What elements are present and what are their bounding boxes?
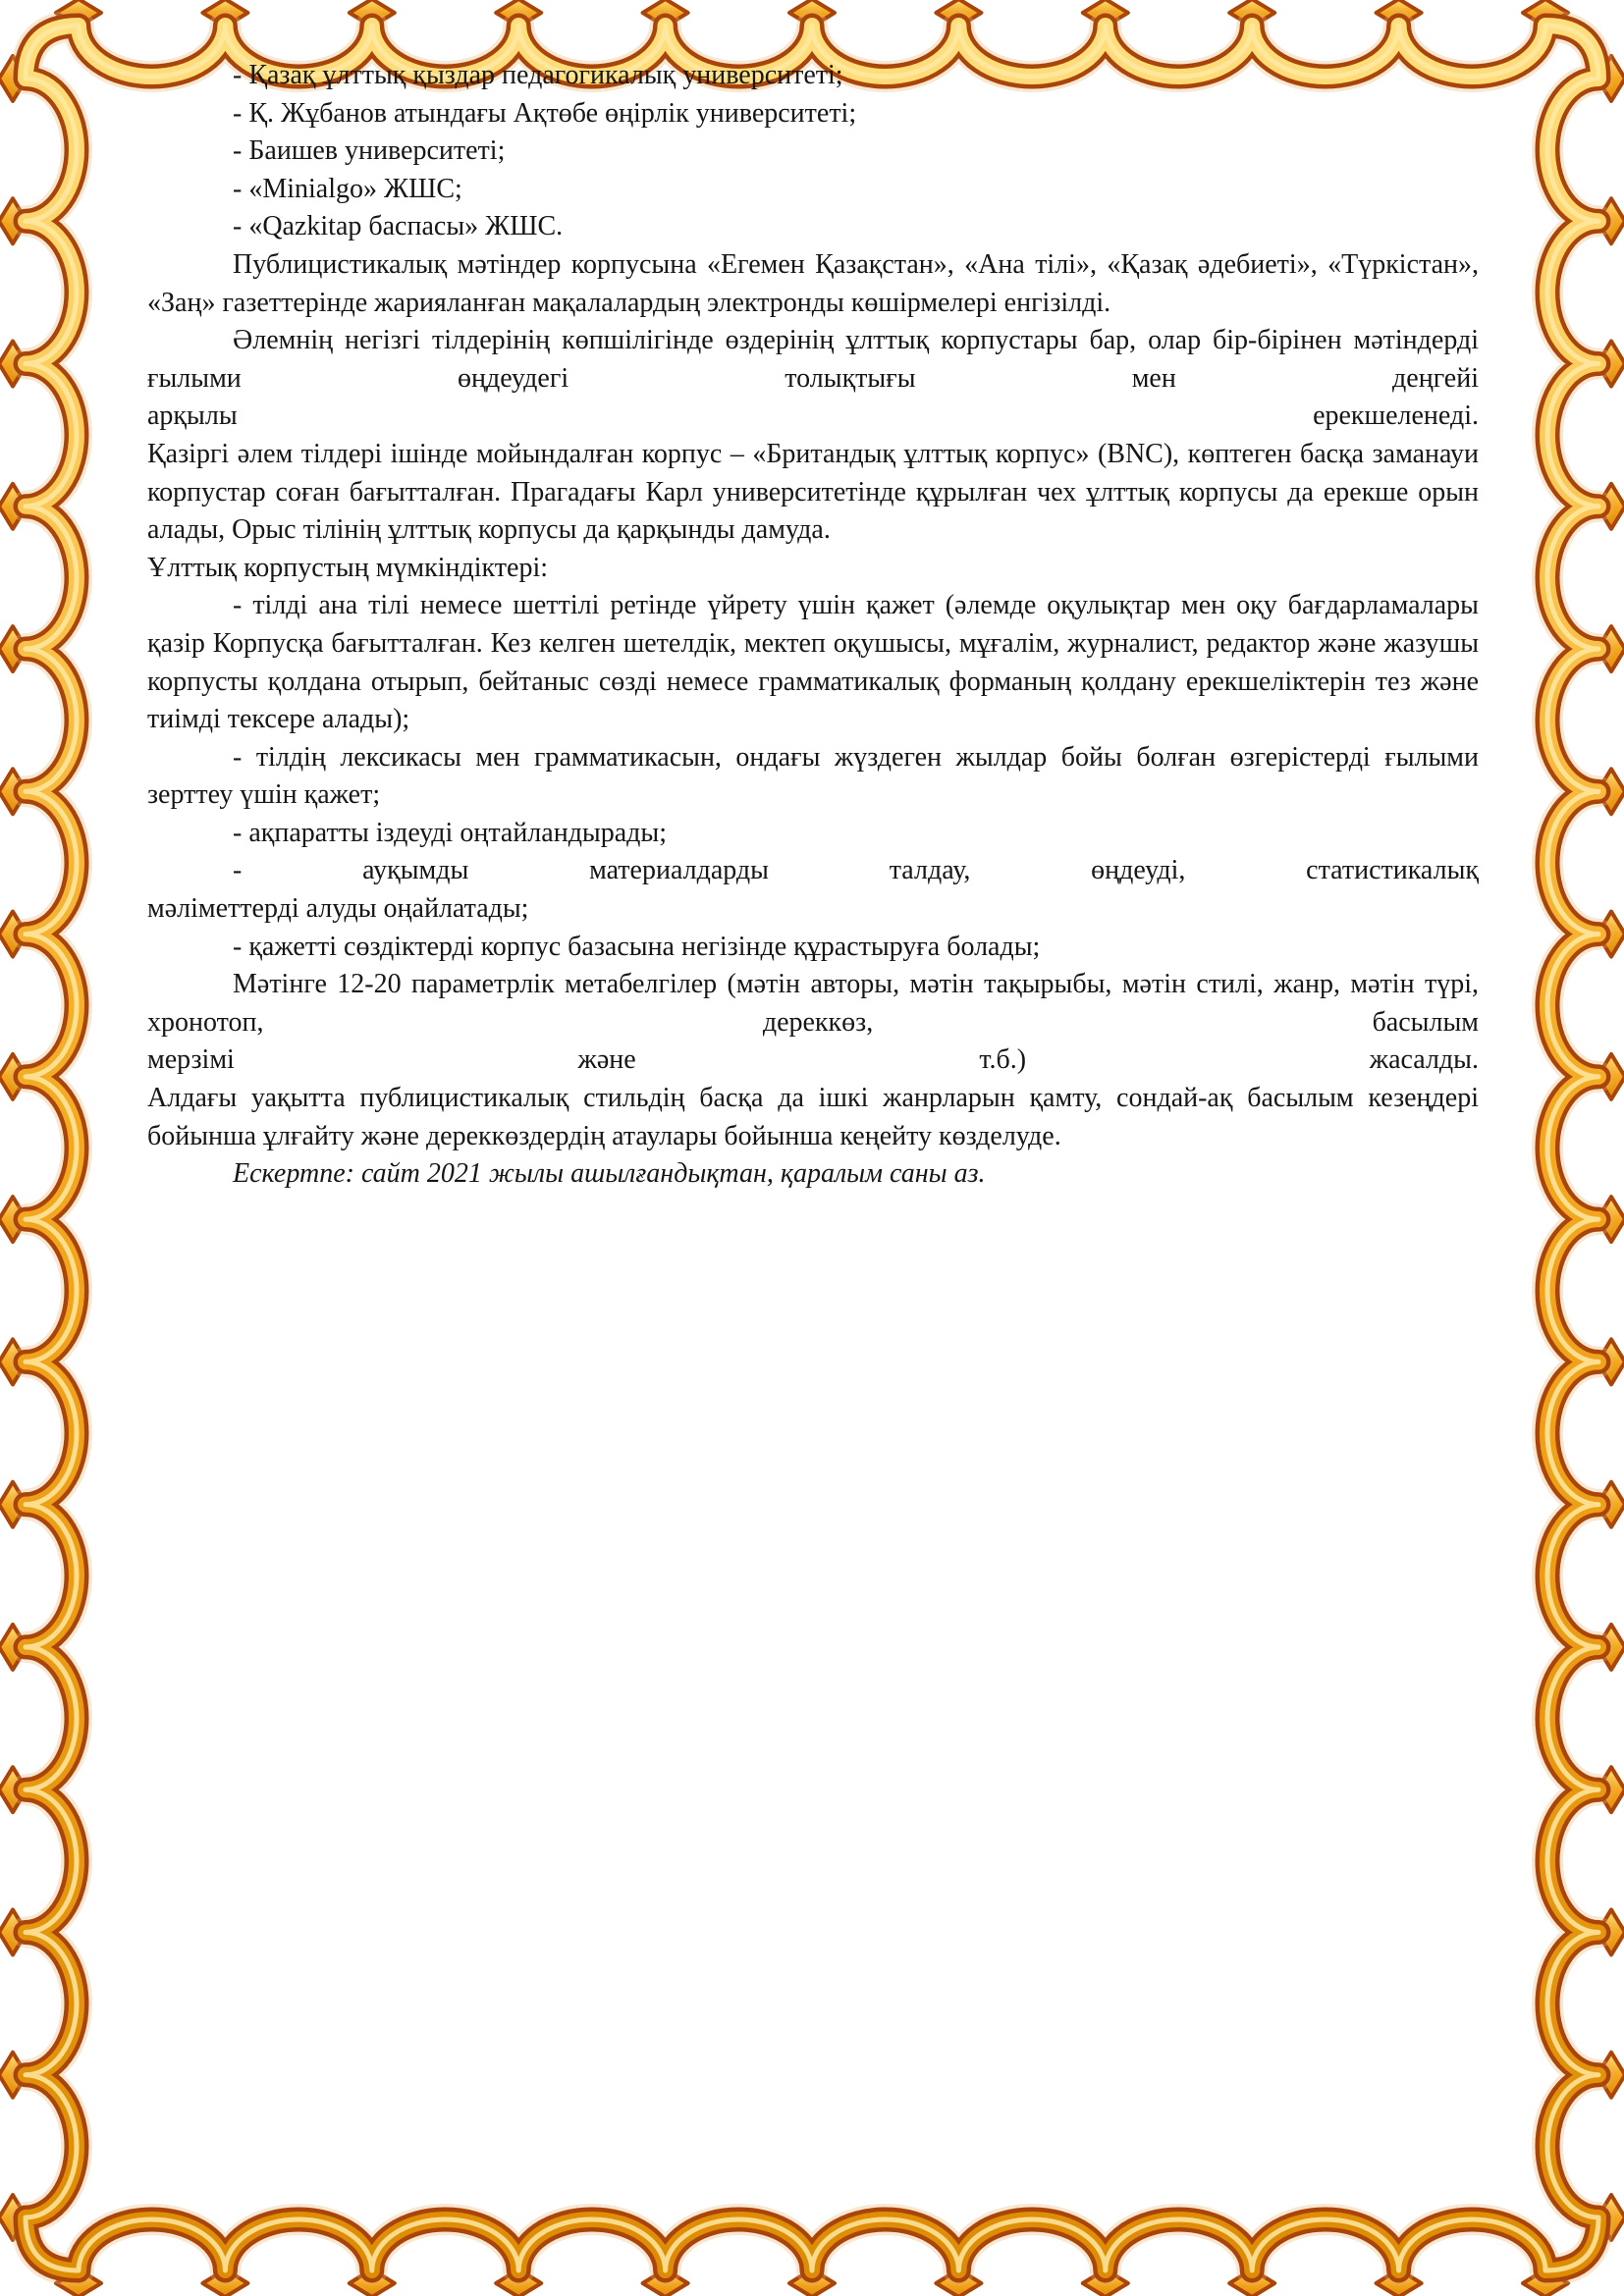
border-bead (789, 2269, 835, 2296)
word: өңдеуді, (1091, 855, 1186, 886)
paragraph-alem: Әлемнің негізгі тілдерінің көпшілігінде өздерінің ұлттық корпустары бар, олар бір-бірінен мәтіндерді ғылыми өңдеудегі толықтығы мен деңгейі (147, 325, 1479, 394)
border-bead (0, 342, 27, 387)
border-bead (1597, 1767, 1624, 1812)
word: материалдарды (589, 855, 769, 886)
border-bead (0, 1909, 27, 1954)
border-bead (56, 0, 101, 27)
word: арқылы (147, 400, 238, 432)
border-bead (1597, 1339, 1624, 1384)
border-bead (1597, 484, 1624, 529)
border-bead (0, 1339, 27, 1384)
word: - (233, 855, 243, 886)
border-bead (350, 0, 395, 27)
border-bead (0, 1054, 27, 1099)
border-bead (1597, 198, 1624, 243)
border-bead (1597, 912, 1624, 957)
border-bead (1083, 2269, 1128, 2296)
border-bead (202, 2269, 247, 2296)
border-bead (1377, 0, 1422, 27)
border-bead (1597, 1054, 1624, 1099)
justified-gap-line (147, 1041, 1479, 1080)
border-bead (0, 56, 27, 101)
border-bead (789, 0, 835, 27)
border-bead (1229, 2269, 1274, 2296)
border-bead (56, 2269, 101, 2296)
border-bead (1523, 0, 1568, 27)
border-bead (0, 1767, 27, 1812)
list-item: - Қ. Жұбанов атындағы Ақтөбе өңірлік университеті; (233, 97, 857, 129)
border-bead (496, 0, 541, 27)
border-bead (1597, 1909, 1624, 1954)
border-bead (0, 912, 27, 957)
border-bead (0, 198, 27, 243)
border-bead (936, 0, 981, 27)
border-bead (1229, 0, 1274, 27)
bullet-item: - ақпаратты іздеуді оңтайландырады; (233, 817, 668, 848)
paragraph-publicist: Публицистикалық мәтіндер корпусына «Егемен Қазақстан», «Ана тілі», «Қазақ әдебиеті», «Түркістан», «Заң» газеттерінде жарияланған мақалалардың электронды көшірмелері енгізілді. (147, 248, 1479, 318)
border-bead (1597, 1482, 1624, 1527)
bullet-item: - тілді ана тілі немесе шеттілі ретінде үйрету үшін қажет (әлемде оқулықтар мен оқу бағдарламалары қазір Корпусқа бағытталған. Кез келген шетелдік, мектеп оқушысы, мұғалім, журналист, редактор және жазушы корпусты қолдана отырып, бейтаныс сөзді немесе грамматикалық форманың қолдану ерекшеліктерін тез және тиімді тексере алады); (147, 590, 1479, 735)
paragraph-matin: Мәтінге 12-20 параметрлік метабелгілер (мәтін авторы, мәтін тақырыбы, мәтін стилі, жанр, мәтін түрі, хронотоп, дереккөз, басылым (147, 969, 1479, 1038)
border-bead (0, 2053, 27, 2098)
note-paragraph: Ескертпе: сайт 2021 жылы ашылғандықтан, қаралым саны аз. (233, 1158, 986, 1190)
border-bead (1597, 2053, 1624, 2098)
border-bead (202, 0, 247, 27)
border-bead (1597, 2195, 1624, 2240)
bullet-item: - тілдің лексикасы мен грамматикасын, ондағы жүздеген жылдар бойы болған өзгерістерді ғылыми зерттеу үшін қажет; (147, 741, 1479, 811)
border-bead (350, 2269, 395, 2296)
border-bead (0, 484, 27, 529)
bullet-item-continuation: мәліметтерді алуды оңайлатады; (147, 893, 529, 925)
border-bead (0, 1197, 27, 1242)
word: мерзімі (147, 1044, 235, 1076)
border-bead (1597, 342, 1624, 387)
list-item: - «Qazkitap баспасы» ЖШС. (233, 211, 564, 242)
border-bead (1597, 1197, 1624, 1242)
border-bead (936, 2269, 981, 2296)
paragraph-aldagy: Алдағы уақытта публицистикалық стильдің басқа да ішкі жанрларын қамту, сондай-ақ басылым кезеңдері бойынша ұлғайту және дереккөздердің атаулары бойынша кеңейту көзделуде. (147, 1083, 1479, 1151)
bullet-item-justified-line (147, 852, 1479, 890)
border-bead (0, 1482, 27, 1527)
border-bead (1083, 0, 1128, 27)
border-bead (1597, 56, 1624, 101)
border-bead (0, 626, 27, 671)
word: және (577, 1044, 636, 1076)
border-bead (0, 2195, 27, 2240)
document-text (147, 57, 1479, 1194)
paragraph-mumkindikteri: Ұлттық корпустың мүмкіндіктері: (147, 552, 548, 583)
word: жасалды. (1369, 1044, 1479, 1076)
border-bead (0, 769, 27, 814)
list-item: - «Minialgo» ЖШС; (233, 173, 462, 204)
border-bead (643, 0, 688, 27)
border-bead (1597, 1625, 1624, 1670)
border-bead (1377, 2269, 1422, 2296)
border-bead (496, 2269, 541, 2296)
word: т.б.) (979, 1044, 1027, 1076)
word: статистикалық (1306, 855, 1479, 886)
border-bead (1523, 2269, 1568, 2296)
list-item: - Қазақ ұлттық қыздар педагогикалық университеті; (233, 60, 843, 90)
word: ауқымды (362, 855, 469, 886)
border-bead (1597, 769, 1624, 814)
word: ерекшеленеді. (1313, 400, 1479, 432)
bullet-item: - қажетті сөздіктерді корпус базасына негізінде құрастыруға болады; (233, 931, 1041, 962)
list-item: - Баишев университеті; (233, 135, 506, 167)
border-bead (643, 2269, 688, 2296)
justified-gap-line (147, 398, 1479, 436)
paragraph-kazirgi: Қазіргі әлем тілдері ішінде мойындалған корпус – «Британдық ұлттық корпус» (BNC), көптеген басқа заманауи корпустар соған бағытталған. Прагадағы Карл университетінде құрылған чех ұлттық корпусы да ерекше орын алады, Орыс тілінің ұлттық корпусы да қарқынды дамуда. (147, 438, 1479, 546)
border-bead (0, 1625, 27, 1670)
word: талдау, (889, 855, 971, 886)
border-bead (1597, 626, 1624, 671)
